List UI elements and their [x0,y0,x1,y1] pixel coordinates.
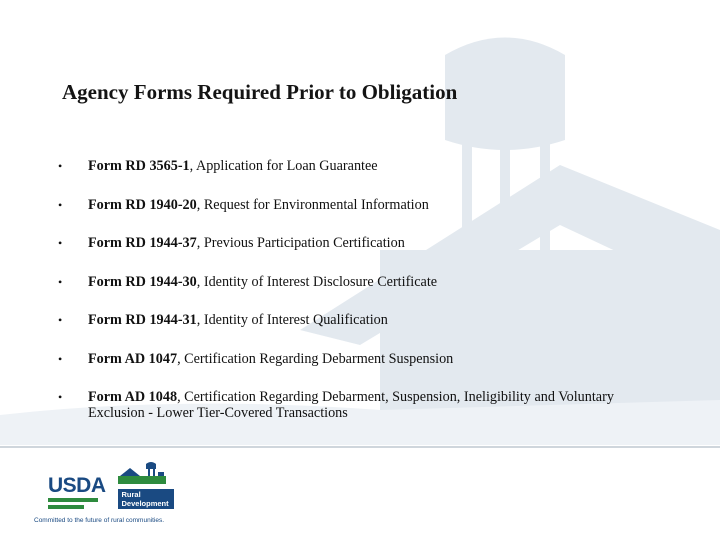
usda-green-bar [48,498,98,502]
form-description: , Certification Regarding Debarment Suspension [177,350,454,367]
usda-logo [34,475,106,509]
list-item [56,274,656,290]
bullet-icon: • [58,351,63,366]
rural-development-logo [118,460,174,509]
footer-tagline: Committed to the future of rural communities. [34,517,165,524]
usda-wordmark: USDA [48,474,106,497]
bullet-icon: • [58,313,63,327]
rural-development-label: Rural Development [118,489,174,509]
forms-bullet-list [56,158,656,444]
usda-green-bar [48,505,84,509]
form-description: , Previous Participation Certification [196,235,405,251]
slide-title: Agency Forms Required Prior to Obligation [62,80,458,104]
list-item [56,312,656,328]
form-description: , Identity of Interest Disclosure Certificate [196,273,438,290]
footer [34,460,174,524]
bullet-icon: • [58,159,63,173]
list-item [56,389,656,421]
list-item [56,158,656,174]
form-number: Form RD 1944-31 [88,312,197,328]
bullet-icon: • [58,236,63,250]
bullet-icon: • [58,390,63,404]
footer-divider [0,446,720,448]
form-description: , Certification Regarding Debarment, Suspension, Ineligibility and Voluntary Exclusion - Lower Tier-Covered Transactions [88,389,614,421]
rural-landscape-icon [118,460,166,484]
form-description: , Request for Environmental Information [196,196,429,213]
form-number: Form RD 3565-1 [88,158,190,174]
form-number: Form RD 1944-37 [88,235,197,251]
bullet-icon: • [58,274,63,289]
logo-row [34,460,174,509]
bullet-icon: • [58,197,63,212]
form-description: , Application for Loan Guarantee [189,158,378,174]
water-tower-tank-shape [445,38,565,151]
form-number: Form RD 1944-30 [88,273,197,290]
list-item [56,235,656,251]
form-description: , Identity of Interest Qualification [196,312,388,328]
list-item [56,351,656,367]
form-number: Form RD 1940-20 [88,196,197,213]
list-item [56,197,656,213]
form-number: Form AD 1048 [88,389,178,405]
form-number: Form AD 1047 [88,350,178,367]
